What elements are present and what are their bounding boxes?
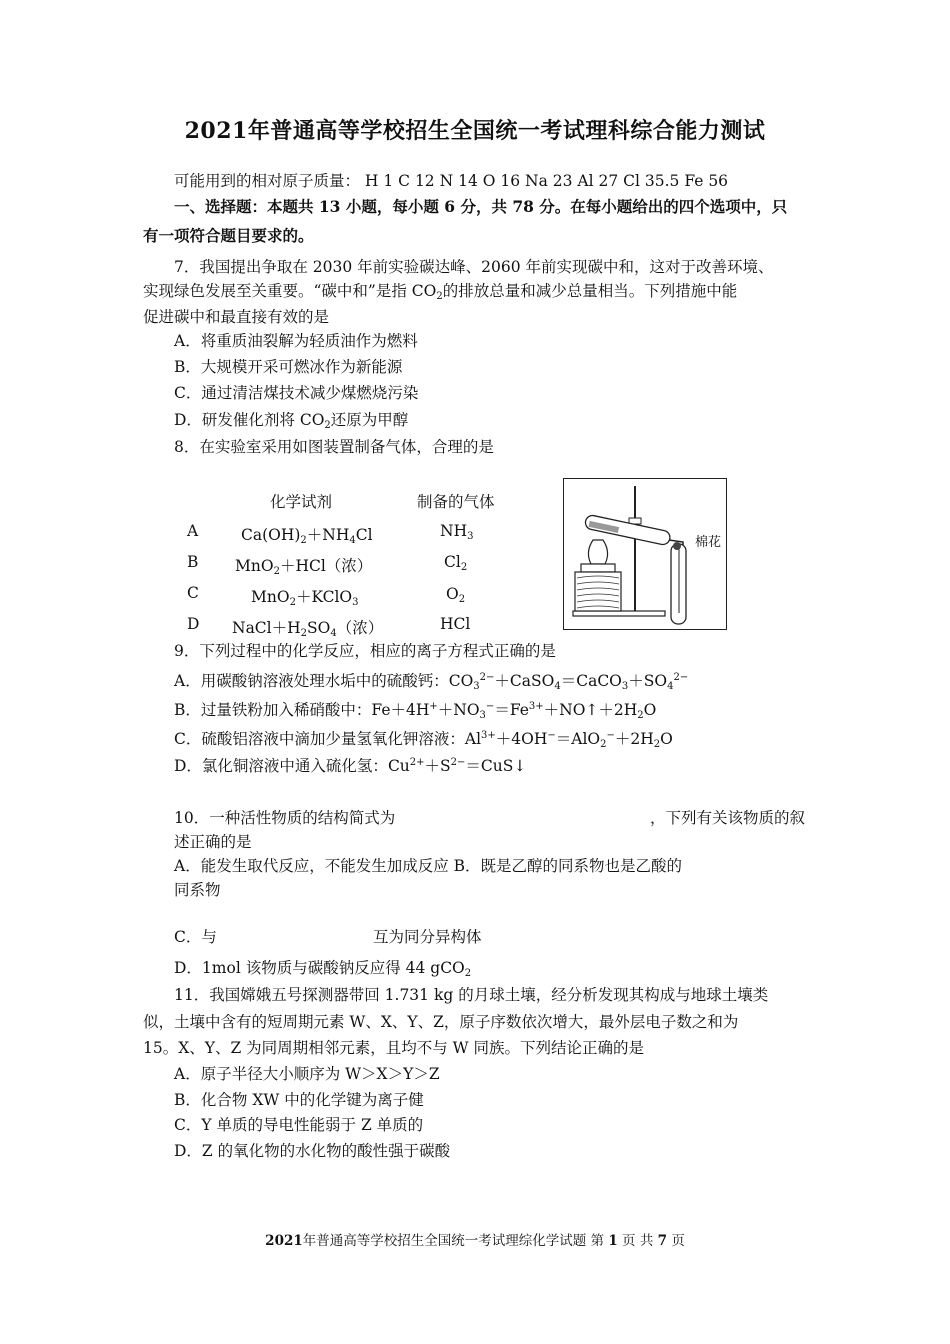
q8-row-c-gas: $O_2$ bbox=[446, 585, 466, 605]
q11-option-b: B．化合物 XW 中的化学键为离子健 bbox=[174, 1091, 424, 1109]
q11-stem-line3: 15。X、Y、Z 为同周期相邻元素，且均不与 W 同族。下列结论正确的是 bbox=[143, 1039, 644, 1057]
q8-row-a-reagent: $Ca(OH)_2+NH_4Cl$ bbox=[241, 526, 373, 546]
q10-option-b-cont: 同系物 bbox=[174, 881, 221, 899]
q11-option-c: C．Y 单质的导电性能弱于 Z 单质的 bbox=[174, 1116, 424, 1134]
q10-stem-c: 述正确的是 bbox=[174, 833, 252, 851]
gas-apparatus-figure bbox=[563, 478, 727, 630]
page-title: 2021年普通高等学校招生全国统一考试理科综合能力测试 bbox=[184, 118, 766, 144]
q8-row-label: C bbox=[187, 584, 199, 602]
cotton-label: 棉花 bbox=[695, 535, 722, 550]
q8-row-c-reagent: MnO$_2$＋KClO$_3$ bbox=[251, 588, 359, 608]
q8-stem: 8．在实验室采用如图装置制备气体，合理的是 bbox=[174, 438, 494, 456]
q7-option-d: D．研发催化剂将 $CO_2$还原为甲醇 bbox=[174, 411, 409, 431]
q7-stem-line2: 实现绿色发展至关重要。“碳中和”是指 $CO_2$的排放总量和减少总量相当。下列措施中能 bbox=[143, 282, 738, 302]
q8-row-d-gas: HCl bbox=[440, 615, 471, 633]
q10-option-c-a: C．与 bbox=[174, 928, 217, 946]
q8-header-gas: 制备的气体 bbox=[417, 493, 495, 511]
q10-stem-a: 10．一种活性物质的结构简式为 bbox=[174, 809, 396, 827]
q9-stem: 9．下列过程中的化学反应，相应的离子方程式正确的是 bbox=[174, 642, 556, 660]
q10-stem-b: ，下列有关该物质的叙 bbox=[650, 809, 806, 827]
q9-option-a: A．用碳酸钠溶液处理水垢中的硫酸钙：$CO_3^{2-}+CaSO_4=CaCO_3+SO_4^{2-}$ bbox=[174, 672, 689, 692]
q8-row-b-reagent: MnO$_2$＋HCl（浓） bbox=[235, 557, 373, 577]
q10-option-ab: A．能发生取代反应，不能发生加成反应 B．既是乙醇的同系物也是乙酸的 bbox=[174, 857, 683, 875]
q9-option-d: D．氯化铜溶液中通入硫化氢：$Cu^{2+}+S^{2-}=CuS↓$ bbox=[174, 757, 527, 775]
q8-header-reagent: 化学试剂 bbox=[270, 493, 333, 511]
q8-row-label: B bbox=[187, 553, 199, 571]
q10-option-c-b: 互为同分异构体 bbox=[373, 928, 482, 946]
q9-option-c: C．硫酸铝溶液中滴加少量氢氧化钾溶液：$Al^{3+}+4OH^-=AlO_2^-+2H_2O$ bbox=[174, 730, 673, 750]
q11-stem-line2: 似，土壤中含有的短周期元素 W、X、Y、Z，原子序数依次增大，最外层电子数之和为 bbox=[143, 1013, 739, 1031]
section-instruction-line1: 一、选择题：本题共 13 小题，每小题 6 分，共 78 分。在每小题给出的四个选项中，只 bbox=[174, 197, 788, 216]
q8-row-label: D bbox=[187, 615, 200, 633]
q11-option-d: D．Z 的氧化物的水化物的酸性强于碳酸 bbox=[174, 1142, 451, 1160]
q7-option-a: A．将重质油裂解为轻质油作为燃料 bbox=[174, 332, 418, 350]
q7-option-b: B．大规模开采可燃冰作为新能源 bbox=[174, 358, 403, 376]
section-instruction-line2: 有一项符合题目要求的。 bbox=[143, 226, 314, 245]
q7-stem-line1: 7．我国提出争取在 2030 年前实验碳达峰、2060 年前实现碳中和，这对于改善环境、 bbox=[174, 258, 774, 276]
q8-row-a-gas: $NH_3$ bbox=[440, 522, 474, 542]
q7-option-c: C．通过清洁煤技术减少煤燃烧污染 bbox=[174, 384, 419, 402]
q11-stem-line1: 11．我国嫦娥五号探测器带回 1.731 kg 的月球土壤，经分析发现其构成与地球土壤类 bbox=[174, 986, 769, 1004]
q9-option-b: B．过量铁粉加入稀硝酸中：$Fe+4H^++NO_3^-=Fe^{3+}+NO↑+2H_2O$ bbox=[174, 701, 657, 721]
page-footer: 2021年普通高等学校招生全国统一考试理综化学试题 第 1 页 共 7 页 bbox=[265, 1233, 685, 1249]
q8-row-d-reagent: $NaCl+H_2SO_4$（浓） bbox=[232, 619, 384, 639]
q11-option-a: A．原子半径大小顺序为 W＞X＞Y＞Z bbox=[174, 1065, 440, 1083]
q8-row-label: A bbox=[187, 522, 199, 540]
atomic-masses: 可能用到的相对原子质量： H 1 C 12 N 14 O 16 Na 23 Al 27 Cl 35.5 Fe 56 bbox=[174, 172, 729, 190]
q8-row-b-gas: $Cl_2$ bbox=[444, 553, 468, 573]
q7-stem-line3: 促进碳中和最直接有效的是 bbox=[143, 308, 330, 326]
q10-option-d: D．1mol 该物质与碳酸钠反应得 44 gCO$_2$ bbox=[174, 959, 472, 979]
